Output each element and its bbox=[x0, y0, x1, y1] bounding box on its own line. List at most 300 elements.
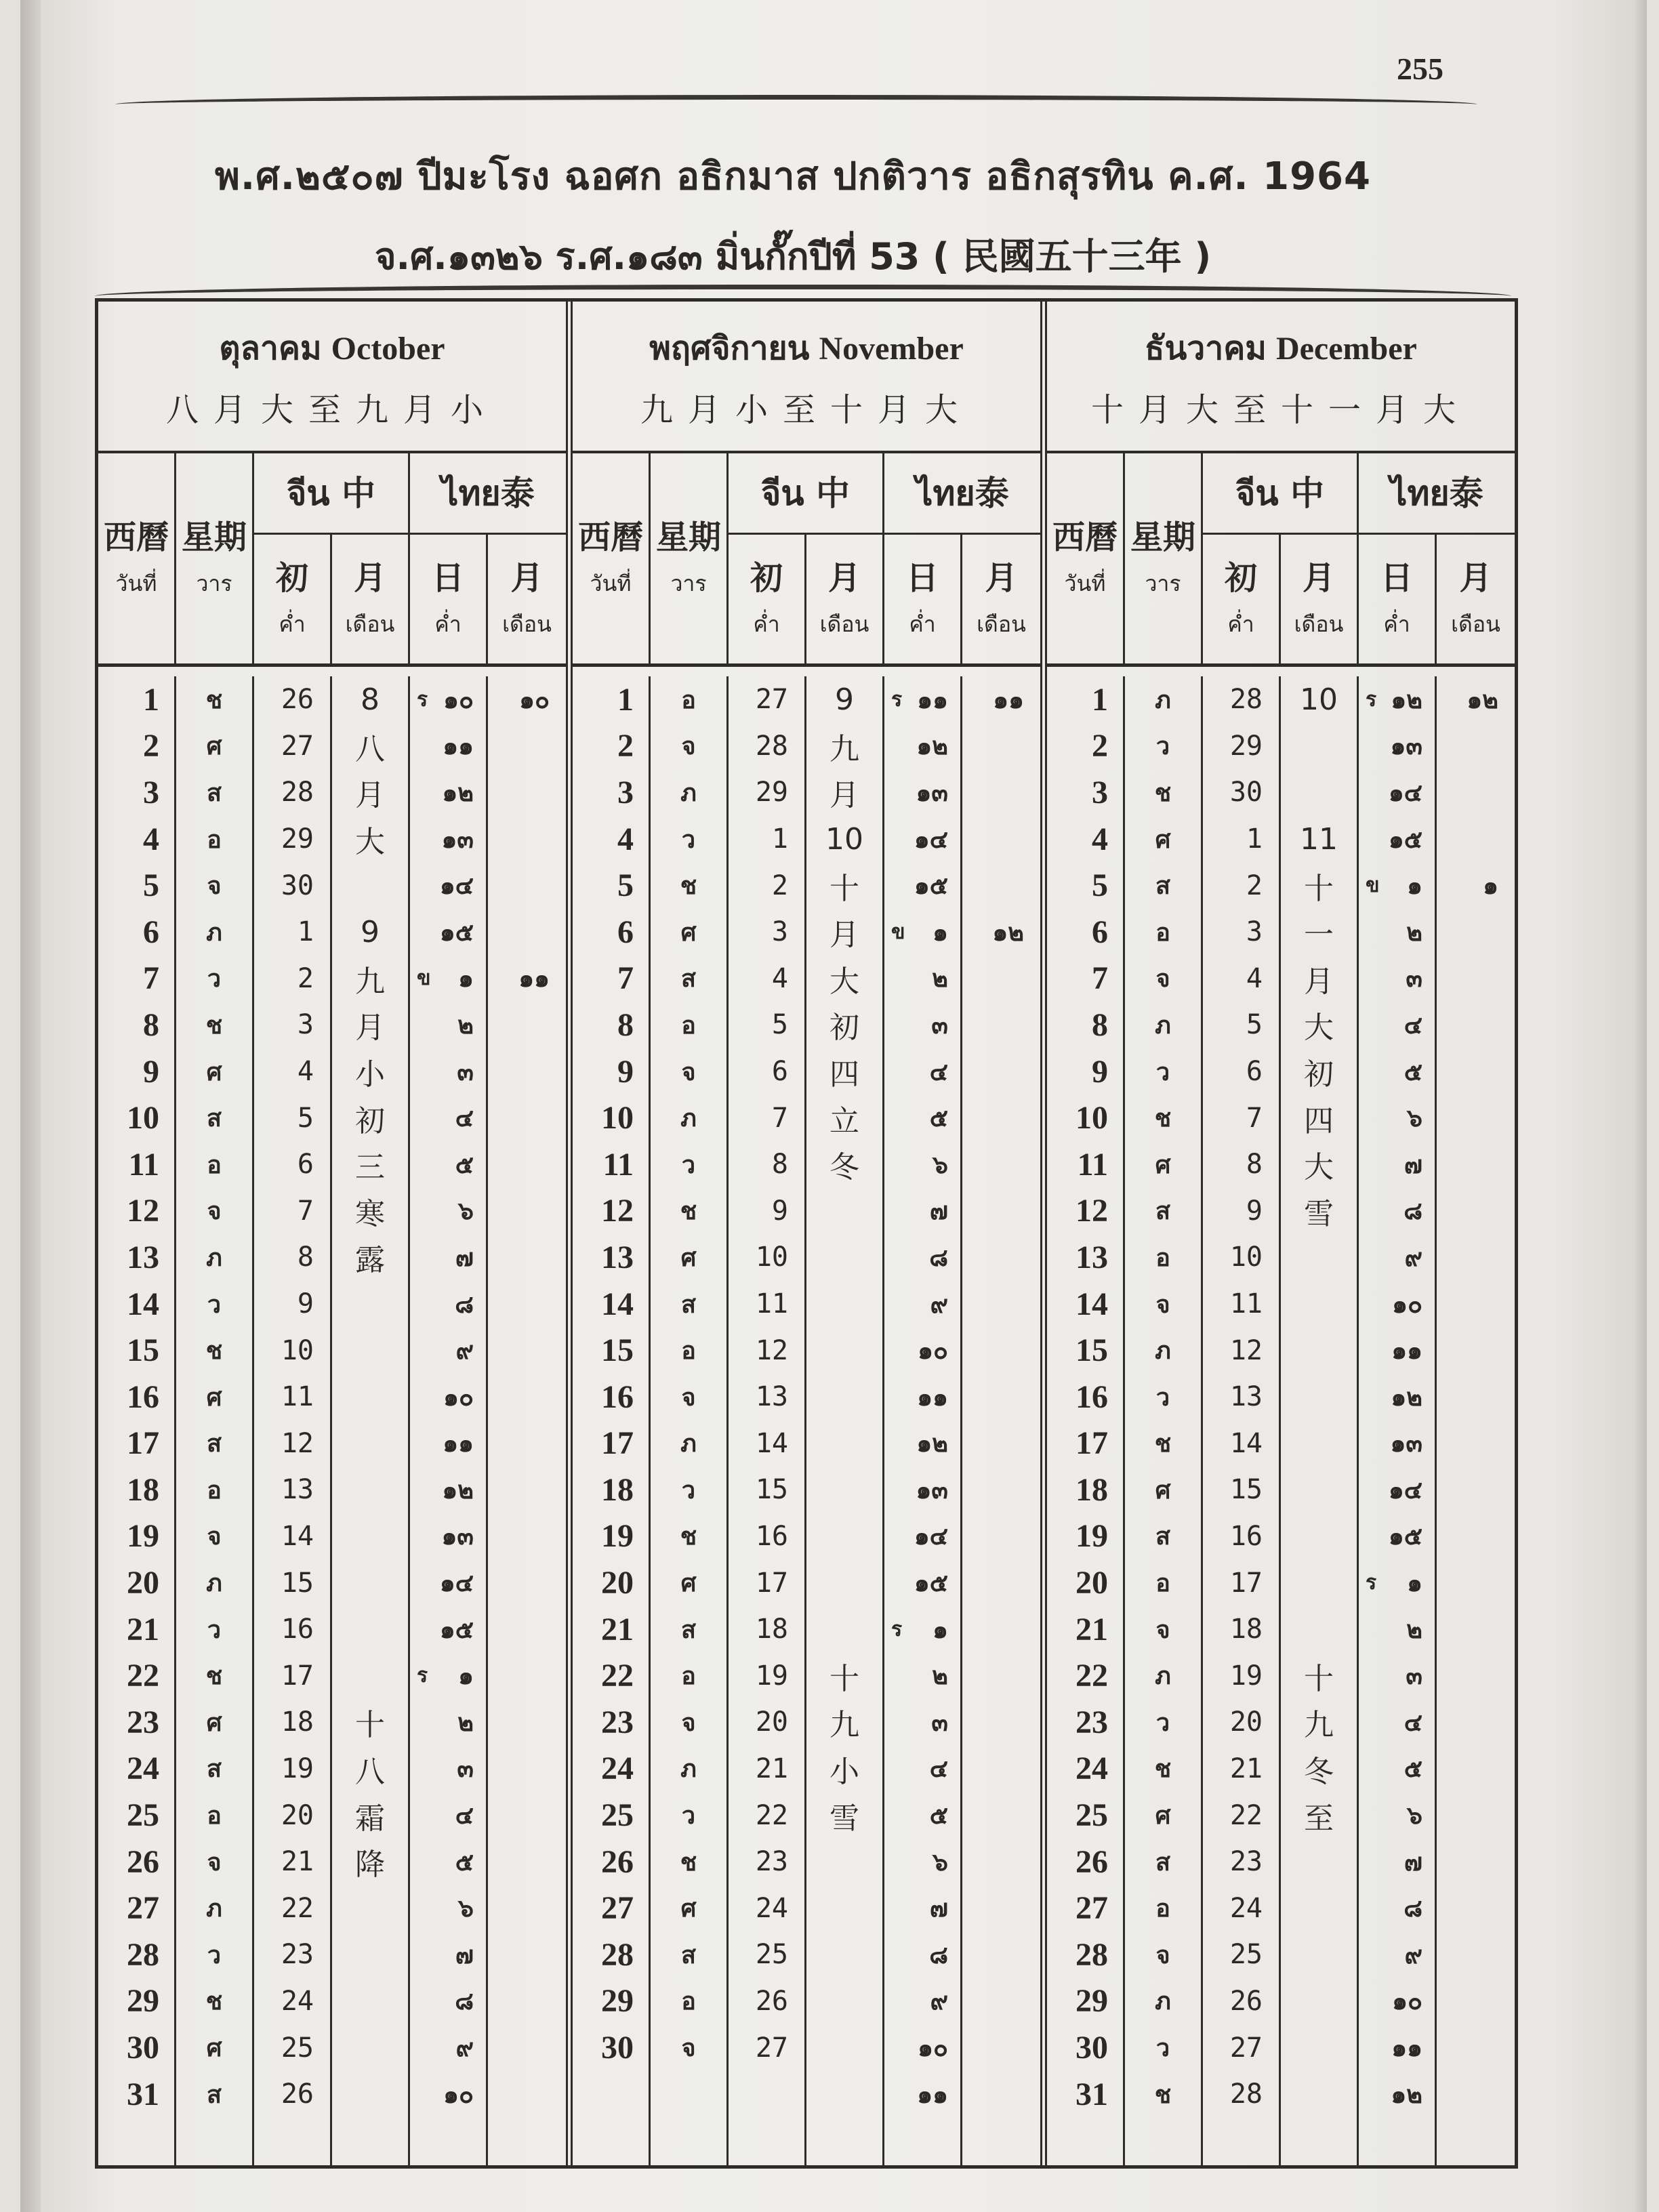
table-cell bbox=[1437, 1559, 1515, 1606]
table-cell: ช bbox=[205, 1988, 223, 2016]
table-cell: ว bbox=[207, 1941, 222, 1969]
table-cell: ช bbox=[205, 1337, 223, 1366]
table-cell: 6 bbox=[617, 914, 634, 950]
table-cell bbox=[1281, 1606, 1357, 1653]
table-cell: ช bbox=[680, 872, 697, 901]
table-cell: 9 bbox=[617, 1053, 634, 1090]
table-cell: 24 bbox=[755, 1892, 788, 1924]
thai-day-value: ๘ bbox=[1404, 1197, 1422, 1226]
month-name-thai: ตุลาคม bbox=[219, 329, 322, 367]
table-cell: 5 bbox=[143, 867, 159, 904]
thai-day-value: ๕ bbox=[455, 1848, 474, 1877]
western-day-column bbox=[98, 676, 176, 2165]
table-cell: 16 bbox=[755, 1520, 788, 1552]
thai-day-value: ๗ bbox=[455, 1941, 474, 1969]
table-cell bbox=[962, 1652, 1040, 1699]
table-cell: 20 bbox=[755, 1706, 788, 1738]
table-cell: 28 bbox=[1229, 2078, 1263, 2110]
table-cell: 10 bbox=[1229, 1242, 1263, 1273]
thai-day-value: ๔ bbox=[929, 1058, 948, 1086]
table-cell: 20 bbox=[281, 1799, 314, 1831]
waxing-waning-marker: ร bbox=[891, 1617, 903, 1641]
table-cell: 2 bbox=[617, 728, 634, 764]
table-cell: 23 bbox=[1076, 1704, 1108, 1740]
table-cell: 11 bbox=[602, 1146, 634, 1183]
table-cell bbox=[962, 1699, 1040, 1746]
table-cell bbox=[1437, 1048, 1515, 1095]
header-thai-month: 月 เดือน bbox=[502, 559, 552, 637]
table-cell bbox=[1437, 956, 1515, 1002]
table-cell: 8 bbox=[617, 1006, 634, 1043]
table-cell: 1 bbox=[1092, 681, 1108, 718]
thai-day-value: ๑ bbox=[933, 1616, 948, 1644]
table-cell bbox=[962, 1978, 1040, 2025]
table-cell bbox=[884, 1978, 960, 2025]
table-cell: อ bbox=[207, 1802, 222, 1830]
thai-day-value: ๑๓ bbox=[441, 825, 474, 854]
table-cell bbox=[1359, 1188, 1435, 1235]
table-cell: 4 bbox=[1246, 962, 1263, 994]
table-cell bbox=[1359, 1606, 1435, 1653]
table-cell: 25 bbox=[1229, 1939, 1263, 1971]
table-cell: ภ bbox=[1155, 1337, 1171, 1366]
page-spine-edge bbox=[20, 0, 41, 2212]
month-name bbox=[1145, 323, 1417, 374]
thai-day-value: ๑๐ bbox=[1392, 1988, 1422, 2016]
table-cell: 初 bbox=[1304, 1057, 1334, 1092]
table-cell: ศ bbox=[680, 1244, 697, 1272]
table-cell bbox=[884, 2024, 960, 2071]
table-cell bbox=[410, 816, 486, 863]
table-cell bbox=[1359, 1234, 1435, 1281]
table-cell bbox=[1359, 1420, 1435, 1467]
table-cell: ส bbox=[207, 779, 222, 807]
table-cell bbox=[962, 1931, 1040, 1978]
thai-day-value: ๒ bbox=[932, 1662, 948, 1691]
thai-day-value: ๔ bbox=[455, 1802, 474, 1830]
thai-day-value: ๑๐ bbox=[918, 2034, 948, 2063]
table-cell: ศ bbox=[680, 918, 697, 947]
table-cell: 16 bbox=[127, 1378, 159, 1415]
table-cell: จ bbox=[207, 1197, 222, 1226]
table-cell bbox=[884, 956, 960, 1002]
table-cell: ภ bbox=[680, 1430, 697, 1458]
table-cell: 23 bbox=[601, 1704, 634, 1740]
table-cell: ว bbox=[681, 1802, 696, 1830]
table-cell bbox=[884, 1420, 960, 1467]
table-cell bbox=[332, 1374, 408, 1420]
table-cell bbox=[1359, 1792, 1435, 1839]
table-cell: 小 bbox=[355, 1057, 385, 1092]
table-cell: 22 bbox=[281, 1892, 314, 1924]
table-cell: 3 bbox=[771, 916, 788, 948]
table-cell: ศ bbox=[680, 1895, 697, 1923]
table-cell bbox=[806, 1374, 882, 1420]
table-cell: อ bbox=[1155, 1244, 1170, 1272]
table-cell: 2 bbox=[297, 962, 314, 994]
table-cell bbox=[410, 2024, 486, 2071]
table-cell bbox=[410, 1513, 486, 1560]
table-cell bbox=[1359, 909, 1435, 956]
table-cell bbox=[332, 1559, 408, 1606]
thai-day-value: ๓ bbox=[931, 1011, 948, 1040]
table-cell bbox=[1359, 723, 1435, 770]
table-cell bbox=[332, 2071, 408, 2118]
table-cell bbox=[1437, 1792, 1515, 1839]
table-cell: 18 bbox=[281, 1706, 314, 1738]
table-cell: ๑๒ bbox=[992, 918, 1024, 947]
table-cell: 26 bbox=[1229, 1985, 1263, 2017]
header-thai-day: 日 ค่ำ bbox=[410, 535, 488, 663]
table-cell bbox=[962, 1234, 1040, 1281]
table-cell: ศ bbox=[680, 1570, 697, 1598]
table-cell: 11 bbox=[1077, 1146, 1108, 1183]
table-cell: 20 bbox=[601, 1565, 634, 1601]
thai-day-value: ๑ bbox=[1407, 872, 1422, 901]
table-cell bbox=[884, 1094, 960, 1141]
thai-day-value: ๑๕ bbox=[439, 918, 474, 947]
chinese-day-column bbox=[1203, 676, 1281, 2165]
table-cell: 15 bbox=[1076, 1332, 1108, 1369]
table-cell bbox=[332, 1652, 408, 1699]
table-cell bbox=[1359, 1374, 1435, 1420]
thai-day-value: ๓ bbox=[1406, 965, 1422, 994]
table-cell bbox=[410, 1141, 486, 1188]
table-cell bbox=[884, 1931, 960, 1978]
table-cell: 20 bbox=[1229, 1706, 1263, 1738]
month-table bbox=[1047, 302, 1515, 2165]
table-cell bbox=[962, 1048, 1040, 1095]
table-cell bbox=[573, 2071, 649, 2118]
table-cell: 6 bbox=[771, 1056, 788, 1088]
thai-day-value: ๓ bbox=[457, 1755, 474, 1784]
thai-day-value: ๑๐ bbox=[918, 1337, 948, 1366]
table-cell: 23 bbox=[281, 1939, 314, 1971]
table-cell: 16 bbox=[1076, 1378, 1108, 1415]
table-cell bbox=[410, 1792, 486, 1839]
table-cell: 21 bbox=[127, 1611, 159, 1647]
table-cell: จ bbox=[681, 1058, 696, 1086]
table-cell: ศ bbox=[206, 1383, 222, 1412]
thai-day-value: ๔ bbox=[1404, 1708, 1422, 1737]
table-cell bbox=[410, 862, 486, 909]
table-cell bbox=[410, 1606, 486, 1653]
table-cell bbox=[1359, 1002, 1435, 1048]
header-thai-day: 日 ค่ำ bbox=[884, 535, 962, 663]
thai-day-value: ๙ bbox=[1404, 1244, 1422, 1272]
table-cell bbox=[1359, 676, 1435, 723]
table-cell: 7 bbox=[771, 1102, 788, 1134]
table-cell bbox=[806, 1885, 882, 1931]
weekday-column bbox=[176, 676, 254, 2165]
table-cell: 3 bbox=[297, 1009, 314, 1041]
thai-day-value: ๙ bbox=[455, 2034, 474, 2063]
table-cell bbox=[332, 1931, 408, 1978]
table-cell bbox=[1359, 1327, 1435, 1374]
table-cell: 10 bbox=[755, 1242, 788, 1273]
table-cell bbox=[1359, 1513, 1435, 1560]
table-cell bbox=[1437, 2071, 1515, 2118]
table-cell bbox=[884, 1559, 960, 1606]
table-cell: ส bbox=[681, 1941, 696, 1969]
thai-day-value: ๑๒ bbox=[442, 779, 474, 807]
table-cell: 5 bbox=[1092, 867, 1108, 904]
table-cell: 10 bbox=[1300, 682, 1338, 717]
header-thai-group: ไทย泰 bbox=[410, 453, 566, 535]
waxing-waning-marker: ร bbox=[417, 687, 428, 712]
table-cell: 29 bbox=[755, 777, 788, 808]
table-cell: 3 bbox=[143, 774, 159, 811]
table-cell bbox=[410, 676, 486, 723]
table-cell: 26 bbox=[281, 2078, 314, 2110]
thai-day-value: ๑๕ bbox=[1388, 825, 1422, 854]
table-cell bbox=[332, 862, 408, 909]
table-cell bbox=[1359, 1467, 1435, 1513]
thai-day-value: ๗ bbox=[929, 1895, 948, 1923]
table-cell bbox=[962, 956, 1040, 1002]
table-cell: ศ bbox=[206, 1058, 222, 1086]
table-cell: อ bbox=[1155, 1570, 1170, 1598]
table-cell bbox=[806, 1931, 882, 1978]
table-cell: 18 bbox=[1076, 1471, 1108, 1508]
table-cell: 16 bbox=[281, 1614, 314, 1645]
table-cell: 8 bbox=[143, 1006, 159, 1043]
table-cell bbox=[488, 1467, 566, 1513]
table-cell: 18 bbox=[755, 1614, 788, 1645]
thai-day-value: ๕ bbox=[1404, 1755, 1422, 1784]
month-name bbox=[219, 323, 445, 374]
table-cell: 14 bbox=[281, 1520, 314, 1552]
table-cell: 27 bbox=[1076, 1890, 1108, 1927]
table-cell bbox=[884, 1792, 960, 1839]
table-cell bbox=[1359, 1931, 1435, 1978]
table-cell: 19 bbox=[601, 1518, 634, 1555]
thai-month-column bbox=[488, 676, 566, 2165]
table-cell: อ bbox=[681, 1337, 696, 1366]
table-cell bbox=[962, 1094, 1040, 1141]
table-cell bbox=[1437, 1420, 1515, 1467]
header-thai-group: ไทย泰 bbox=[1359, 453, 1515, 535]
table-cell bbox=[962, 1467, 1040, 1513]
table-cell: 27 bbox=[755, 2032, 788, 2064]
thai-day-value: ๑๑ bbox=[917, 2081, 948, 2109]
thai-day-value: ๑๕ bbox=[914, 1570, 948, 1598]
month-name-thai: ธันวาคม bbox=[1145, 329, 1267, 367]
table-cell: 15 bbox=[601, 1332, 634, 1369]
thai-day-value: ๑๔ bbox=[914, 825, 948, 854]
header-thai-group: ไทย泰 bbox=[884, 453, 1040, 535]
table-cell: 16 bbox=[1229, 1520, 1263, 1552]
table-cell bbox=[488, 1141, 566, 1188]
thai-day-value: ๖ bbox=[458, 1895, 474, 1923]
table-cell: ว bbox=[207, 1290, 222, 1319]
table-cell: ว bbox=[1155, 1383, 1170, 1412]
header-western-date: 西曆 วันที่ bbox=[573, 453, 651, 663]
table-cell: 11 bbox=[1300, 821, 1338, 857]
table-cell: 初 bbox=[830, 1010, 859, 1046]
table-cell: 25 bbox=[601, 1797, 634, 1834]
table-cell bbox=[962, 816, 1040, 863]
thai-day-value: ๖ bbox=[1407, 1802, 1422, 1830]
table-cell bbox=[410, 909, 486, 956]
chinese-day-column bbox=[254, 676, 332, 2165]
table-cell: 13 bbox=[755, 1381, 788, 1413]
table-cell bbox=[1359, 1048, 1435, 1095]
table-cell bbox=[729, 2071, 804, 2118]
table-cell: 26 bbox=[755, 1985, 788, 2017]
table-cell: ภ bbox=[680, 1105, 697, 1133]
table-cell: 小 bbox=[830, 1754, 859, 1789]
table-cell: 21 bbox=[755, 1753, 788, 1784]
table-cell: ว bbox=[207, 965, 222, 994]
table-cell: 一 bbox=[1304, 918, 1334, 953]
column-headers bbox=[573, 453, 1040, 667]
table-cell: 1 bbox=[143, 681, 159, 718]
table-cell: 露 bbox=[355, 1243, 385, 1278]
table-cell: ภ bbox=[680, 1755, 697, 1784]
table-cell: 5 bbox=[771, 1009, 788, 1041]
book-page bbox=[20, 0, 1647, 2212]
thai-day-value: ๓ bbox=[1406, 1662, 1422, 1691]
table-cell: จ bbox=[1155, 1941, 1170, 1969]
table-cell bbox=[410, 1885, 486, 1931]
lunar-month-range: 九月小至十月大 bbox=[640, 390, 972, 429]
table-cell: 3 bbox=[1092, 774, 1108, 811]
month-name-thai: พฤศจิกายน bbox=[649, 329, 810, 367]
thai-day-value: ๒ bbox=[932, 965, 948, 994]
table-cell: ศ bbox=[1155, 1476, 1171, 1504]
table-cell: 7 bbox=[617, 960, 634, 997]
table-cell bbox=[1437, 1839, 1515, 1885]
table-cell bbox=[332, 1281, 408, 1328]
month-header bbox=[573, 302, 1040, 453]
waxing-waning-marker: ข bbox=[417, 966, 431, 991]
table-cell: 4 bbox=[297, 1056, 314, 1088]
table-cell: 九 bbox=[1304, 1708, 1334, 1743]
table-cell: ส bbox=[1155, 1197, 1170, 1226]
table-cell bbox=[962, 1327, 1040, 1374]
table-cell bbox=[884, 769, 960, 816]
table-cell: ช bbox=[205, 686, 223, 714]
table-cell bbox=[806, 1559, 882, 1606]
table-cell bbox=[806, 1839, 882, 1885]
header-chinese-group: จีน 中 bbox=[1203, 453, 1359, 535]
table-cell bbox=[410, 1931, 486, 1978]
table-cell: ส bbox=[1155, 1848, 1170, 1877]
thai-day-value: ๙ bbox=[930, 1988, 948, 2016]
table-cell: 4 bbox=[771, 962, 788, 994]
table-cell: 霜 bbox=[355, 1801, 385, 1836]
thai-day-value: ๘ bbox=[929, 1941, 948, 1969]
chinese-month-column bbox=[332, 676, 410, 2165]
table-cell bbox=[488, 1792, 566, 1839]
table-cell: ส bbox=[207, 1755, 222, 1784]
table-cell: 15 bbox=[127, 1332, 159, 1369]
table-cell: ส bbox=[207, 1430, 222, 1458]
thai-day-value: ๑๐ bbox=[1392, 1290, 1422, 1319]
month-name bbox=[649, 323, 964, 374]
table-cell bbox=[1281, 1327, 1357, 1374]
table-cell bbox=[410, 1094, 486, 1141]
table-cell: อ bbox=[681, 1662, 696, 1691]
table-cell: 18 bbox=[1229, 1614, 1263, 1645]
table-cell bbox=[1437, 723, 1515, 770]
table-cell bbox=[884, 1606, 960, 1653]
header-chinese-day: 初 ค่ำ bbox=[254, 535, 332, 663]
table-cell: 19 bbox=[755, 1660, 788, 1692]
thai-day-value: ๙ bbox=[1404, 1941, 1422, 1969]
table-cell bbox=[1437, 1513, 1515, 1560]
table-cell: 14 bbox=[601, 1286, 634, 1322]
table-cell: 立 bbox=[830, 1103, 859, 1139]
table-cell: 8 bbox=[361, 682, 380, 717]
table-cell bbox=[806, 1234, 882, 1281]
header-weekday: 星期 วาร bbox=[1125, 453, 1203, 663]
table-cell bbox=[962, 1281, 1040, 1328]
table-cell bbox=[410, 2071, 486, 2118]
table-cell: 28 bbox=[1076, 1936, 1108, 1973]
thai-day-value: ๙ bbox=[930, 1290, 948, 1319]
table-cell bbox=[962, 2071, 1040, 2118]
table-cell: 30 bbox=[281, 869, 314, 901]
table-cell bbox=[1437, 1234, 1515, 1281]
table-cell bbox=[332, 1420, 408, 1467]
thai-day-value: ๑ bbox=[933, 918, 948, 947]
table-cell bbox=[488, 1652, 566, 1699]
table-cell: ภ bbox=[1155, 1662, 1171, 1691]
waxing-waning-marker: ข bbox=[1366, 874, 1380, 898]
table-cell: ศ bbox=[1155, 1151, 1171, 1179]
table-cell bbox=[410, 1048, 486, 1095]
table-cell bbox=[488, 862, 566, 909]
table-cell bbox=[488, 769, 566, 816]
table-cell bbox=[884, 1467, 960, 1513]
thai-day-value: ๑๐ bbox=[443, 686, 474, 714]
table-cell bbox=[488, 2024, 566, 2071]
table-cell bbox=[962, 769, 1040, 816]
month-table bbox=[98, 302, 573, 2165]
table-cell bbox=[1281, 1559, 1357, 1606]
table-cell bbox=[488, 1327, 566, 1374]
table-cell: 12 bbox=[281, 1427, 314, 1459]
table-cell bbox=[410, 1839, 486, 1885]
thai-day-value: ๖ bbox=[458, 1197, 474, 1226]
thai-day-value: ๑๓ bbox=[1390, 733, 1422, 761]
table-cell: 十 bbox=[1304, 871, 1334, 906]
weekday-column bbox=[651, 676, 729, 2165]
table-cell: 20 bbox=[127, 1565, 159, 1601]
thai-day-value: ๑๑ bbox=[1391, 1337, 1422, 1366]
table-cell: 26 bbox=[281, 684, 314, 716]
header-thai-month: 月 เดือน bbox=[977, 559, 1026, 637]
table-cell bbox=[488, 1978, 566, 2025]
table-cell: 11 bbox=[128, 1146, 159, 1183]
table-cell bbox=[1281, 1281, 1357, 1328]
table-cell bbox=[962, 1839, 1040, 1885]
table-cell bbox=[884, 1374, 960, 1420]
thai-day-value: ๒ bbox=[457, 1011, 474, 1040]
table-cell: 25 bbox=[127, 1797, 159, 1834]
table-cell: 2 bbox=[1246, 869, 1263, 901]
table-cell: 7 bbox=[1092, 960, 1108, 997]
table-cell bbox=[806, 1420, 882, 1467]
thai-day-value: ๔ bbox=[1404, 1011, 1422, 1040]
table-cell: 17 bbox=[1229, 1567, 1263, 1599]
table-cell: ว bbox=[681, 1476, 696, 1504]
weekday-column bbox=[1125, 676, 1203, 2165]
table-cell: 18 bbox=[601, 1471, 634, 1508]
thai-day-value: ๑๕ bbox=[1388, 1523, 1422, 1551]
